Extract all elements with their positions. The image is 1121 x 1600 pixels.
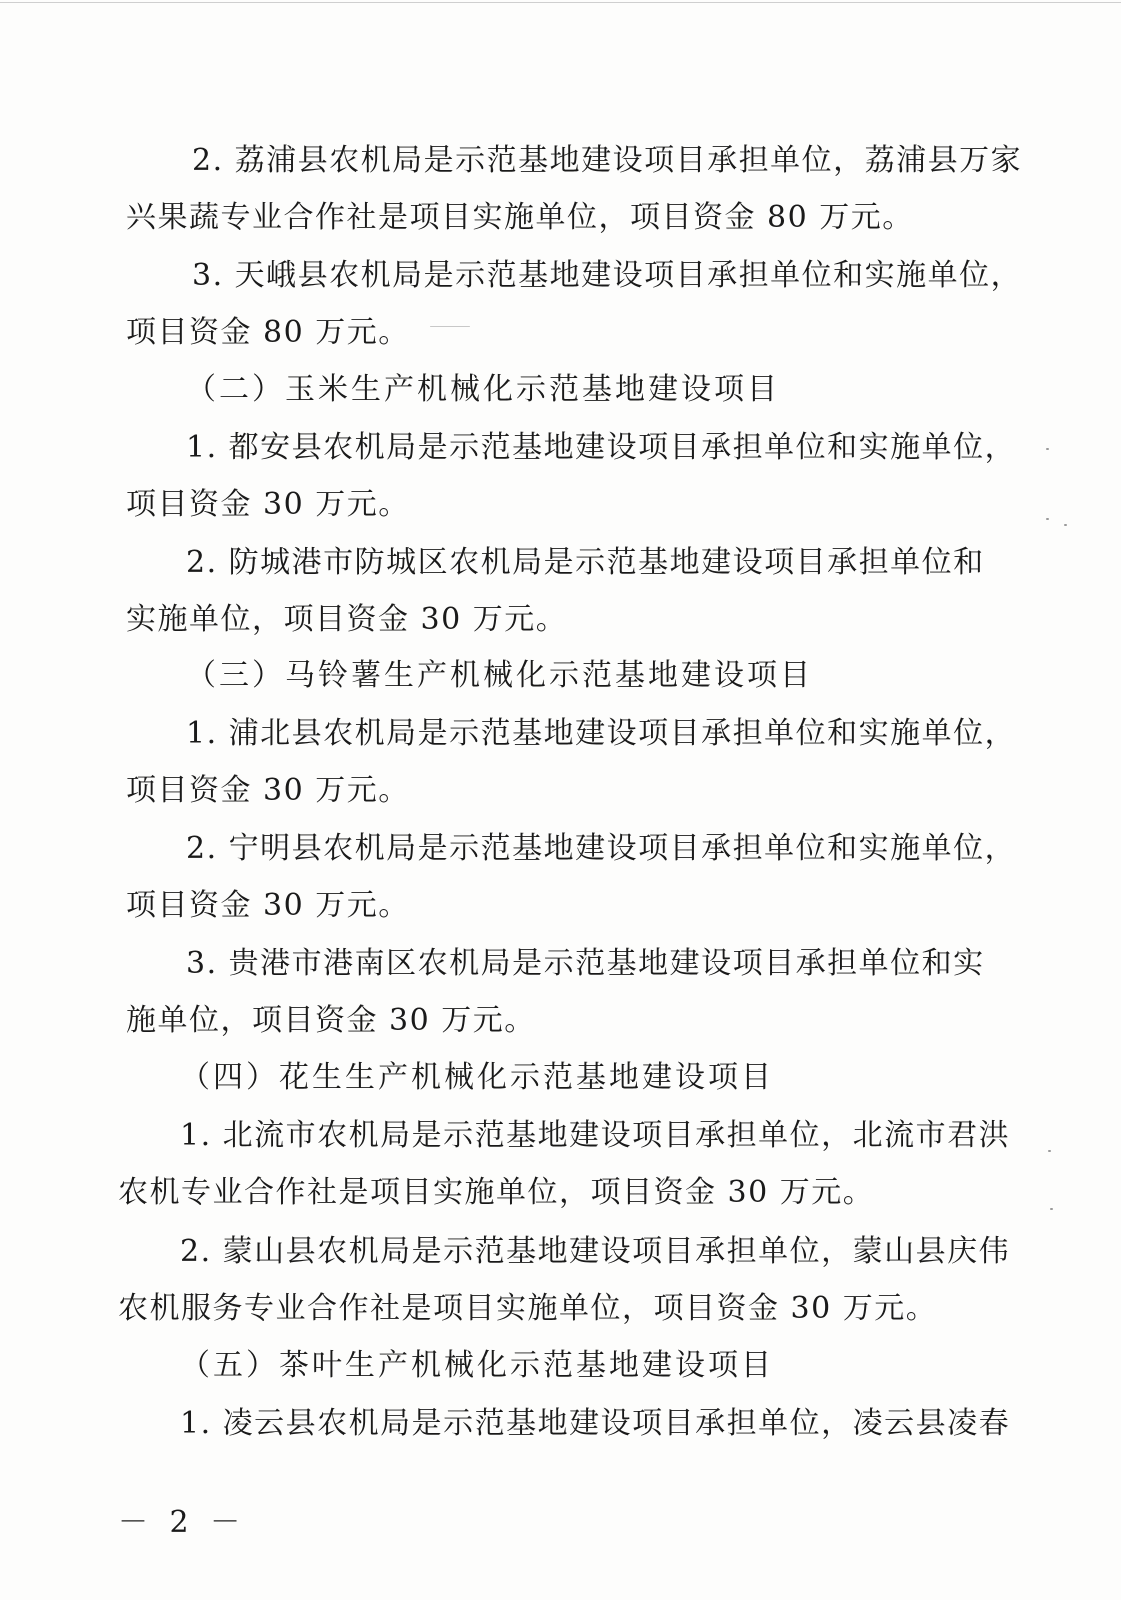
- text-line-2: 兴果蔬专业合作社是项目实施单位，项目资金 80 万元。: [126, 200, 914, 235]
- text-line-14: 项目资金 30 万元。: [126, 888, 410, 923]
- text-line-9: 实施单位，项目资金 30 万元。: [126, 602, 568, 637]
- text-line-8: 2. 防城港市防城区农机局是示范基地建设项目承担单位和: [186, 545, 985, 580]
- section-heading-2: （二）玉米生产机械化示范基地建设项目: [186, 372, 780, 407]
- scan-speck: [1046, 448, 1049, 450]
- text-line-4: 项目资金 80 万元。: [126, 315, 410, 350]
- scan-speck: [1048, 1150, 1051, 1152]
- section-heading-3: （三）马铃薯生产机械化示范基地建设项目: [186, 658, 813, 693]
- scan-speck: [430, 326, 470, 327]
- text-line-23: 1. 凌云县农机局是示范基地建设项目承担单位，凌云县凌春: [180, 1406, 1011, 1441]
- text-line-6: 1. 都安县农机局是示范基地建设项目承担单位和实施单位，: [186, 430, 1017, 465]
- text-line-3: 3. 天峨县农机局是示范基地建设项目承担单位和实施单位，: [192, 258, 1023, 293]
- text-line-7: 项目资金 30 万元。: [126, 487, 410, 522]
- text-line-20: 2. 蒙山县农机局是示范基地建设项目承担单位，蒙山县庆伟: [180, 1234, 1011, 1269]
- scan-speck: [1050, 1208, 1053, 1210]
- section-heading-4: （四）花生生产机械化示范基地建设项目: [180, 1060, 774, 1095]
- scan-edge-line: [0, 2, 1121, 3]
- text-line-19: 农机专业合作社是项目实施单位，项目资金 30 万元。: [118, 1175, 875, 1210]
- text-line-21: 农机服务专业合作社是项目实施单位，项目资金 30 万元。: [118, 1291, 938, 1326]
- text-line-13: 2. 宁明县农机局是示范基地建设项目承担单位和实施单位，: [186, 831, 1017, 866]
- section-heading-5: （五）茶叶生产机械化示范基地建设项目: [180, 1348, 774, 1383]
- text-line-12: 项目资金 30 万元。: [126, 773, 410, 808]
- text-line-15: 3. 贵港市港南区农机局是示范基地建设项目承担单位和实: [186, 946, 985, 981]
- text-line-18: 1. 北流市农机局是示范基地建设项目承担单位，北流市君洪: [180, 1118, 1011, 1153]
- scan-speck: [1064, 524, 1067, 526]
- scan-speck: [1046, 518, 1049, 520]
- text-line-1: 2. 荔浦县农机局是示范基地建设项目承担单位，荔浦县万家: [192, 143, 1023, 178]
- text-line-11: 1. 浦北县农机局是示范基地建设项目承担单位和实施单位，: [186, 716, 1017, 751]
- page-number: － 2 －: [118, 1505, 247, 1540]
- text-line-16: 施单位，项目资金 30 万元。: [126, 1003, 536, 1038]
